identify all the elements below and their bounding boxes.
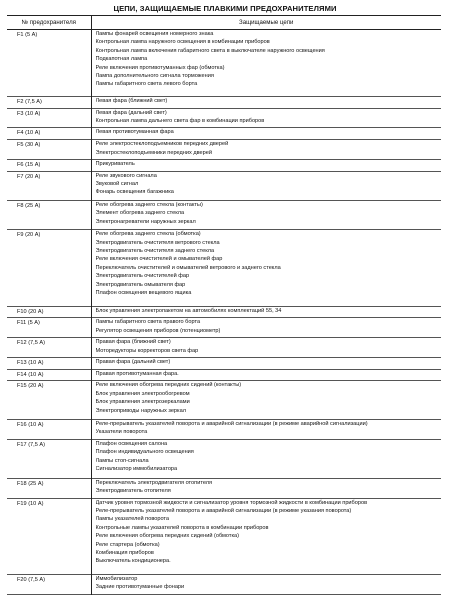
circuit-line: Электродвигатель очистителя ветрового стекла bbox=[95, 239, 220, 246]
circuit-line: Контрольная лампа включения габаритного света в выключателе наружного освещения bbox=[95, 47, 325, 54]
fuse-cell: F5 (30 А) bbox=[7, 140, 91, 160]
fuse-cell: F11 (5 А) bbox=[7, 318, 91, 338]
circuit-line: Реле включения обогрева передних сидений (контакты) bbox=[95, 382, 242, 389]
table-row bbox=[7, 369, 441, 381]
circuits-cell bbox=[91, 358, 441, 370]
circuit-line: Электроприводы наружных зеркал bbox=[95, 407, 186, 414]
table-row bbox=[7, 96, 441, 108]
fuse-cell: F14 (10 А) bbox=[7, 369, 91, 381]
circuits-cell bbox=[91, 318, 441, 338]
circuit-line: Правая противотуманная фара. bbox=[95, 370, 179, 377]
circuit-line: Электронагреватели наружных зеркал bbox=[95, 218, 196, 225]
circuits-cell bbox=[91, 498, 441, 574]
circuit-line: Реле стартера (обмотка) bbox=[95, 541, 160, 548]
table-row bbox=[7, 160, 441, 172]
circuit-line: Левая противотуманная фара bbox=[95, 129, 174, 136]
circuits-cell bbox=[91, 306, 441, 318]
circuit-line: Реле включения очистителей и омывателей фар bbox=[95, 256, 223, 263]
circuit-line: Подкапотная лампа bbox=[95, 56, 148, 63]
fuse-cell: F3 (10 А) bbox=[7, 108, 91, 128]
circuit-line: Фонарь освещения багажника bbox=[95, 189, 174, 196]
table-row bbox=[7, 498, 441, 574]
fuse-cell: F9 (20 А) bbox=[7, 230, 91, 306]
table-row bbox=[7, 140, 441, 160]
table-row bbox=[7, 171, 441, 200]
circuit-line: Электродвигатель омывателя фар bbox=[95, 281, 186, 288]
circuit-line: Электродвигатель очистителей фар bbox=[95, 273, 190, 280]
fuse-cell: F20 (7,5 А) bbox=[7, 574, 91, 594]
circuit-line: Лампа дополнительного сигнала торможения bbox=[95, 73, 214, 80]
table-row bbox=[7, 200, 441, 229]
fuse-table bbox=[7, 15, 441, 595]
circuit-line: Задние противотуманные фонари bbox=[95, 584, 185, 591]
table-row bbox=[7, 338, 441, 358]
fuse-cell: F16 (10 А) bbox=[7, 420, 91, 440]
circuit-line: Электростеклоподъемники передних дверей bbox=[95, 149, 213, 156]
circuit-line: Контрольные лампы указателей поворота в комбинации приборов bbox=[95, 524, 269, 531]
circuit-line: Левая фара (дальний свет) bbox=[95, 109, 167, 116]
table-row bbox=[7, 230, 441, 306]
circuit-line: Звуковой сигнал bbox=[95, 181, 139, 188]
fuse-cell: F6 (15 А) bbox=[7, 160, 91, 172]
circuit-line: Контрольная лампа дальнего света фар в комбинации приборов bbox=[95, 117, 265, 124]
circuit-line: Плафон индивидуального освещения bbox=[95, 449, 194, 456]
circuit-line: Электродвигатель отопителя bbox=[95, 488, 171, 495]
column-header-fuse: № предохранителя bbox=[7, 16, 91, 30]
table-row bbox=[7, 108, 441, 128]
circuit-line: Правая фара (ближний свет) bbox=[95, 339, 171, 346]
circuit-line: Правая фара (дальний свет) bbox=[95, 359, 171, 366]
circuit-line: Переключатель электродвигателя отопителя bbox=[95, 479, 213, 486]
circuit-line: Реле звукового сигнала bbox=[95, 172, 157, 179]
document-title: ЦЕПИ, ЗАЩИЩАЕМЫЕ ПЛАВКИМИ ПРЕДОХРАНИТЕЛЯМИ bbox=[113, 4, 337, 13]
circuits-cell bbox=[91, 171, 441, 200]
circuits-cell bbox=[91, 574, 441, 594]
circuits-cell bbox=[91, 478, 441, 498]
fuse-cell: F7 (20 А) bbox=[7, 171, 91, 200]
circuit-line: Электродвигатель очистителя заднего стекла bbox=[95, 248, 215, 255]
circuit-line: Датчик уровня тормозной жидкости и сигнализатор уровня тормозной жидкости в комбинации приборов bbox=[95, 499, 368, 506]
fuse-cell: F12 (7,5 А) bbox=[7, 338, 91, 358]
circuit-line: Указатели поворота bbox=[95, 429, 148, 436]
fuse-cell: F18 (25 А) bbox=[7, 478, 91, 498]
circuit-line: Реле электростеклоподъемников передних дверей bbox=[95, 141, 229, 148]
circuit-line: Лампы фонарей освещения номерного знака bbox=[95, 31, 214, 37]
table-row bbox=[7, 574, 441, 594]
circuits-cell bbox=[91, 96, 441, 108]
fuse-cell: F2 (7,5 А) bbox=[7, 96, 91, 108]
table-row bbox=[7, 420, 441, 440]
circuit-line: Выключатель кондиционера. bbox=[95, 558, 171, 565]
fuse-cell: F1 (5 А) bbox=[7, 30, 91, 97]
circuit-line: Контрольная лампа наружного освещения в комбинации приборов bbox=[95, 39, 270, 46]
circuit-line: Переключатель очистителей и омывателей ветрового и заднего стекла bbox=[95, 264, 281, 271]
circuit-line: Реле включения обогрева передних сидений (обмотка) bbox=[95, 533, 239, 540]
circuit-line: Лампы стоп-сигнала bbox=[95, 457, 149, 464]
table-row bbox=[7, 128, 441, 140]
fuse-cell: F13 (10 А) bbox=[7, 358, 91, 370]
fuse-cell: F17 (7,5 А) bbox=[7, 439, 91, 478]
circuit-line: Реле-прерыватель указателей поворота и аварийной сигнализации (в режиме аварийной сигнализации) bbox=[95, 421, 368, 428]
circuit-line: Прикуриватель bbox=[95, 161, 135, 168]
circuits-cell bbox=[91, 420, 441, 440]
table-row bbox=[7, 358, 441, 370]
table-row bbox=[7, 318, 441, 338]
fuse-cell: F10 (20 А) bbox=[7, 306, 91, 318]
circuit-line: Реле обогрева заднего стекла (контакты) bbox=[95, 201, 203, 208]
circuits-cell bbox=[91, 439, 441, 478]
circuits-cell bbox=[91, 30, 441, 97]
table-row bbox=[7, 381, 441, 420]
circuit-line: Блок управления электрозеркалами bbox=[95, 399, 190, 406]
circuit-line: Иммобилизатор bbox=[95, 575, 138, 582]
circuits-cell bbox=[91, 200, 441, 229]
fuse-cell: F8 (25 А) bbox=[7, 200, 91, 229]
circuit-line: Плафон освещения вещевого ящика bbox=[95, 290, 192, 297]
circuit-line: Элемент обогрева заднего стекла bbox=[95, 210, 185, 217]
table-row bbox=[7, 306, 441, 318]
circuits-cell bbox=[91, 128, 441, 140]
circuit-line: Реле включения противотуманных фар (обмотка) bbox=[95, 64, 225, 71]
table-header bbox=[7, 16, 441, 30]
circuits-cell bbox=[91, 160, 441, 172]
fuse-cell: F4 (10 А) bbox=[7, 128, 91, 140]
table-row bbox=[7, 439, 441, 478]
column-header-circuits: Защищаемые цепи bbox=[91, 16, 441, 30]
circuits-cell bbox=[91, 108, 441, 128]
circuit-line: Блок управления электрообогревом bbox=[95, 390, 190, 397]
circuit-line: Реле-прерыватель указателей поворота и аварийной сигнализации (в режиме указания поворота) bbox=[95, 508, 352, 514]
circuit-line: Регулятор освещения приборов (потенциометр) bbox=[95, 327, 221, 334]
table-row bbox=[7, 30, 441, 97]
circuits-cell bbox=[91, 338, 441, 358]
fuse-cell: F15 (20 А) bbox=[7, 381, 91, 420]
circuit-line: Лампы габаритного света правого борта bbox=[95, 319, 201, 326]
circuit-line: Комбинация приборов bbox=[95, 550, 154, 557]
circuit-line: Плафон освещения салона bbox=[95, 440, 168, 447]
table-body bbox=[7, 30, 441, 595]
circuits-cell bbox=[91, 369, 441, 381]
circuit-line: Лампы габаритного света левого борта bbox=[95, 81, 198, 88]
circuits-cell bbox=[91, 140, 441, 160]
circuit-line: Левая фара (ближний свет) bbox=[95, 97, 168, 104]
circuits-cell bbox=[91, 230, 441, 306]
circuit-line: Сигнализатор иммобилизатора bbox=[95, 466, 178, 473]
table-row bbox=[7, 478, 441, 498]
fuse-cell: F19 (10 А) bbox=[7, 498, 91, 574]
circuit-line: Лампы указателей поворота bbox=[95, 516, 170, 523]
circuit-line: Моторедукторы корректоров света фар bbox=[95, 347, 199, 354]
circuit-line: Блок управления электропакетом на автомобилях комплектаций 55, 34 bbox=[95, 307, 282, 314]
circuit-line: Реле обогрева заднего стекла (обмотка) bbox=[95, 231, 201, 238]
circuits-cell bbox=[91, 381, 441, 420]
